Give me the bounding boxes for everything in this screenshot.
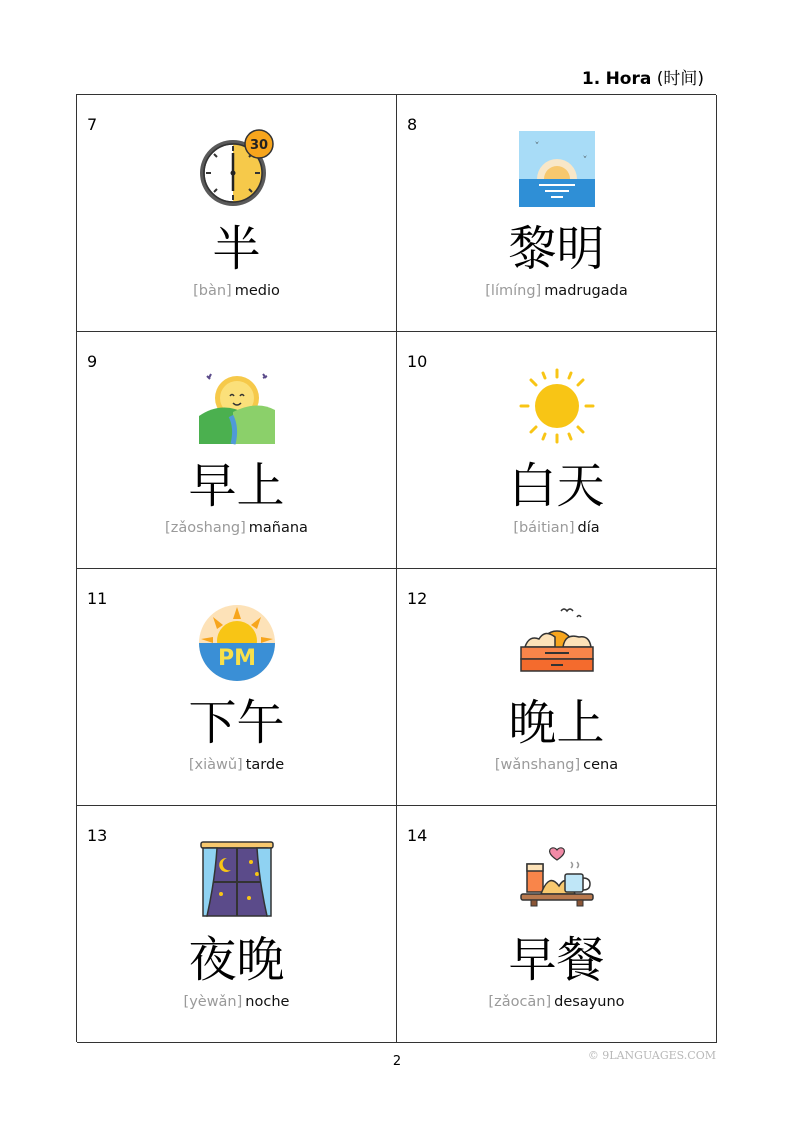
svg-text:PM: PM (217, 646, 256, 671)
meaning: día (577, 520, 600, 536)
chinese-word: 早上 (188, 458, 285, 514)
chinese-word: 晚上 (508, 695, 605, 751)
vocab-card (77, 569, 397, 806)
meaning: tarde (245, 757, 285, 773)
meaning: noche (245, 994, 290, 1010)
morning-sun-hills-icon (197, 366, 277, 446)
pinyin: [xiàwǔ] (188, 757, 243, 773)
page-title (582, 64, 704, 89)
translation (77, 520, 396, 536)
chinese-word: 半 (212, 221, 261, 277)
card-number: 13 (87, 826, 108, 845)
meaning: medio (234, 283, 280, 299)
card-number: 8 (407, 115, 418, 134)
vocab-card (77, 806, 397, 1043)
meaning: desayuno (554, 994, 625, 1010)
meaning: cena (583, 757, 619, 773)
vocab-card (397, 95, 717, 332)
translation (77, 994, 396, 1010)
pinyin: [wǎnshang] (494, 757, 581, 773)
vocab-card (77, 332, 397, 569)
meaning: mañana (248, 520, 308, 536)
translation (397, 520, 716, 536)
copyright-notice: © 9LANGUAGES.COM (587, 1049, 716, 1062)
card-number: 9 (87, 352, 98, 371)
page-number: 2 (392, 1054, 402, 1069)
pm-sun-icon (197, 603, 277, 683)
vocab-card (397, 332, 717, 569)
chinese-word: 下午 (188, 695, 285, 751)
pinyin: [zǎocān] (488, 994, 552, 1010)
chinese-word: 黎明 (508, 221, 605, 277)
breakfast-tray-icon (517, 840, 597, 920)
translation (397, 757, 716, 773)
svg-text:30: 30 (249, 138, 268, 153)
sun-icon (517, 366, 597, 446)
section-title-chinese: (时间) (656, 69, 704, 89)
chinese-word: 早餐 (508, 932, 605, 988)
chinese-word: 白天 (508, 458, 605, 514)
night-window-icon (197, 840, 277, 920)
card-number: 7 (87, 115, 98, 134)
sunset-icon (517, 603, 597, 683)
pinyin: [yèwǎn] (183, 994, 243, 1010)
vocabulary-grid (76, 94, 716, 1042)
translation (77, 757, 396, 773)
clock-30-icon (197, 129, 277, 209)
pinyin: [zǎoshang] (165, 520, 246, 536)
pinyin: [límíng] (485, 283, 542, 299)
vocab-card (77, 95, 397, 332)
section-number: 1. (581, 69, 601, 89)
pinyin: [báitian] (513, 520, 575, 536)
translation (397, 283, 716, 299)
card-number: 14 (407, 826, 428, 845)
translation (77, 283, 396, 299)
card-number: 12 (407, 589, 428, 608)
meaning: madrugada (544, 283, 628, 299)
vocab-card (397, 569, 717, 806)
vocab-card (397, 806, 717, 1043)
dawn-sunrise-icon (517, 129, 597, 209)
pinyin: [bàn] (193, 283, 232, 299)
translation (397, 994, 716, 1010)
section-title: Hora (605, 69, 652, 89)
card-number: 11 (87, 589, 108, 608)
card-number: 10 (407, 352, 428, 371)
chinese-word: 夜晚 (188, 932, 285, 988)
